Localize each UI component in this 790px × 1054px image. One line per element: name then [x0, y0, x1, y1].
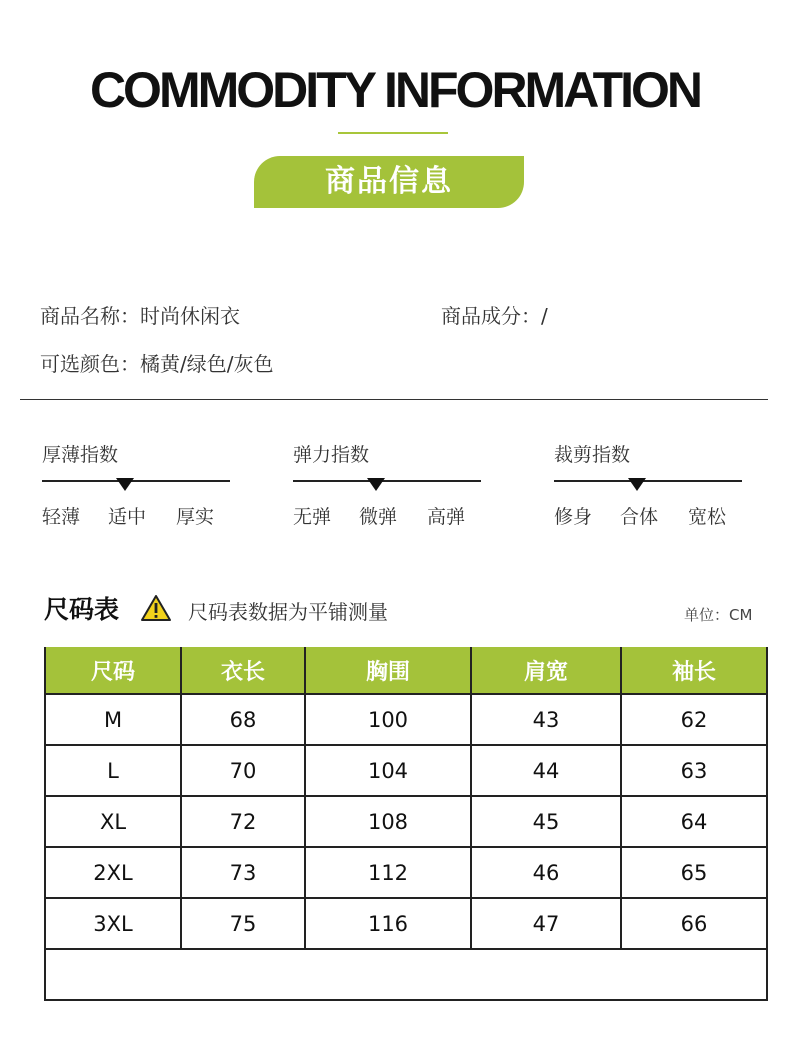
index-title: 厚薄指数 [42, 444, 119, 466]
index-marker-icon [116, 478, 134, 491]
index-option-selected: 适中 [108, 506, 147, 528]
column-header-size: 尺码 [45, 647, 181, 694]
product-material-label: 商品成分： [441, 304, 541, 328]
table-cell: 70 [181, 745, 305, 796]
index-scale-line [293, 480, 481, 482]
table-cell: 100 [305, 694, 471, 745]
product-material-value: / [541, 304, 548, 328]
table-cell: 47 [471, 898, 621, 949]
size-chart-heading: 尺码表 [44, 595, 120, 624]
table-row [45, 694, 767, 745]
table-cell: M [45, 694, 181, 745]
index-option-selected: 合体 [620, 506, 659, 528]
cut-index [554, 440, 746, 540]
size-chart-note: 尺码表数据为平铺测量 [188, 600, 388, 624]
index-option: 轻薄 [42, 506, 81, 528]
column-header-sleeve: 袖长 [621, 647, 767, 694]
index-scale-line [42, 480, 230, 482]
index-option-selected: 微弹 [359, 506, 398, 528]
section-divider [20, 399, 768, 400]
table-cell: 73 [181, 847, 305, 898]
table-cell: 3XL [45, 898, 181, 949]
table-cell: XL [45, 796, 181, 847]
table-cell: 65 [621, 847, 767, 898]
table-row [45, 796, 767, 847]
index-title: 裁剪指数 [554, 444, 631, 466]
table-cell: 112 [305, 847, 471, 898]
unit-label: 单位：CM [684, 606, 753, 624]
table-cell: 66 [621, 898, 767, 949]
product-colors [40, 348, 273, 377]
table-cell: 62 [621, 694, 767, 745]
product-name [40, 300, 240, 329]
size-table [44, 647, 768, 1001]
index-option: 高弹 [427, 506, 466, 528]
table-cell: 46 [471, 847, 621, 898]
product-colors-label: 可选颜色： [40, 352, 140, 376]
table-cell-empty [45, 949, 767, 1000]
table-cell: 116 [305, 898, 471, 949]
table-cell: 75 [181, 898, 305, 949]
index-option: 修身 [554, 506, 593, 528]
table-row [45, 898, 767, 949]
column-header-chest: 胸围 [305, 647, 471, 694]
table-cell: 64 [621, 796, 767, 847]
product-material [441, 300, 548, 329]
table-cell: 43 [471, 694, 621, 745]
table-cell: 2XL [45, 847, 181, 898]
title-underline [338, 132, 448, 134]
column-header-shoulder: 肩宽 [471, 647, 621, 694]
product-colors-value: 橘黄/绿色/灰色 [140, 352, 274, 376]
section-badge: 商品信息 [254, 156, 524, 208]
index-option: 宽松 [688, 506, 727, 528]
index-marker-icon [628, 478, 646, 491]
table-row [45, 745, 767, 796]
table-cell: 108 [305, 796, 471, 847]
warning-icon [140, 594, 172, 622]
index-title: 弹力指数 [293, 444, 370, 466]
product-name-value: 时尚休闲衣 [140, 304, 240, 328]
index-scale-line [554, 480, 742, 482]
table-cell: 72 [181, 796, 305, 847]
column-header-length: 衣长 [181, 647, 305, 694]
table-cell: 68 [181, 694, 305, 745]
page-title: COMMODITY INFORMATION [89, 62, 701, 118]
table-header-row [45, 647, 767, 694]
table-cell: L [45, 745, 181, 796]
table-cell: 45 [471, 796, 621, 847]
index-marker-icon [367, 478, 385, 491]
table-row-empty [45, 949, 767, 1000]
table-cell: 44 [471, 745, 621, 796]
table-row [45, 847, 767, 898]
index-option: 无弹 [293, 506, 332, 528]
table-cell: 63 [621, 745, 767, 796]
elasticity-index [293, 440, 485, 540]
product-name-label: 商品名称： [40, 304, 140, 328]
table-cell: 104 [305, 745, 471, 796]
index-option: 厚实 [176, 506, 215, 528]
thickness-index [42, 440, 234, 540]
